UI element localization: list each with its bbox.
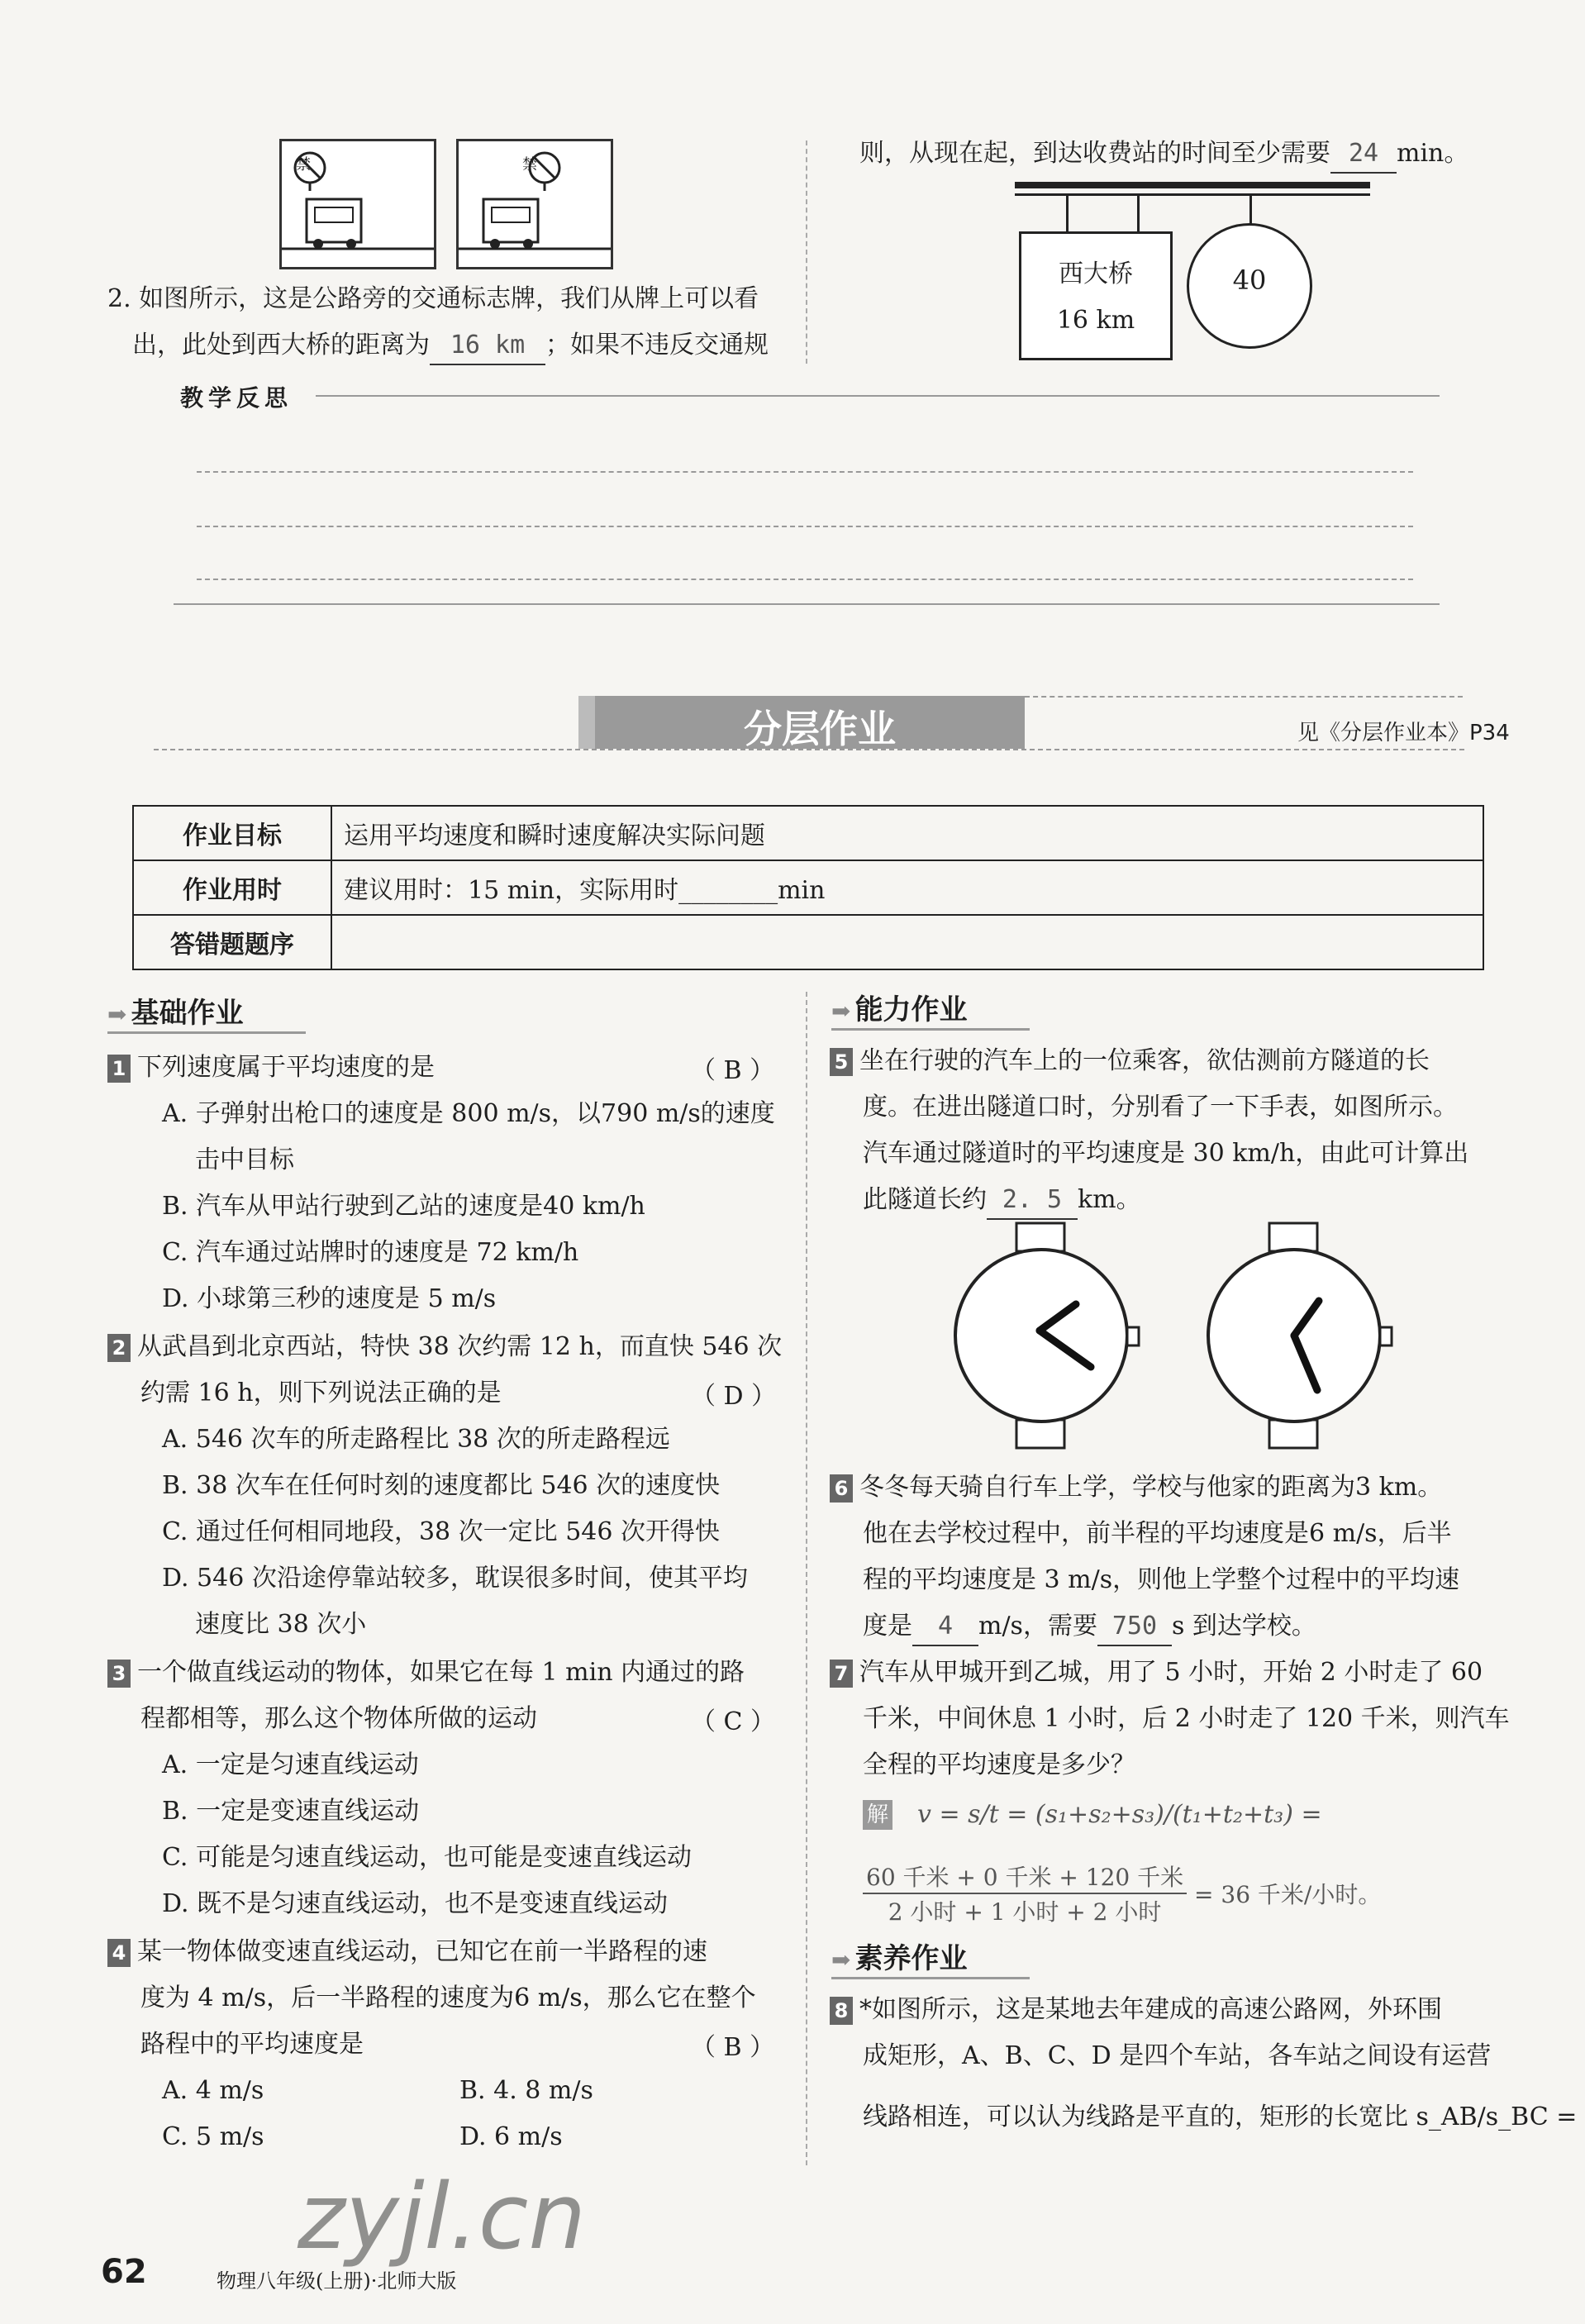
reflection-rule-bottom (174, 603, 1440, 605)
q2-answer: （ D ） (691, 1382, 777, 1411)
q7-line1 (830, 1655, 1483, 1691)
q2-option-b: B. 38 次车在任何时刻的速度都比 546 次的速度快 (162, 1471, 721, 1500)
q-text: 一个做直线运动的物体，如果它在每 1 min 内通过的路 (137, 1658, 745, 1687)
q3-answer: （ C ） (691, 1707, 776, 1736)
q2-line2-a: 出，此处到西大桥的距离为 (132, 331, 430, 360)
traffic-sign-bar (1015, 182, 1370, 188)
q-number: 2 (107, 1334, 131, 1362)
reflection-line (197, 526, 1413, 527)
q6-answer-time: 750 (1097, 1608, 1172, 1646)
q2-line1: 2. 如图所示，这是公路旁的交通标志牌，我们从牌上可以看 (107, 284, 759, 313)
q6-answer-speed: 4 (912, 1608, 978, 1646)
q1-option-c: C. 汽车通过站牌时的速度是 72 km/h (162, 1238, 579, 1267)
table-value[interactable] (331, 915, 1483, 969)
watch-figures (934, 1215, 1397, 1463)
section-title: 素养作业 (854, 1942, 968, 1975)
q5-line2: 度。在进出隧道口时，分别看了一下手表，如图所示。 (863, 1093, 1458, 1122)
column-divider (806, 140, 807, 364)
table-label: 答错题题序 (133, 915, 331, 969)
no-horn-label-1: 禁 (296, 156, 311, 174)
q8-line3: 线路相连，可以认为线路是平直的，矩形的长宽比 s_AB/s_BC = (863, 2103, 1578, 2131)
arrow-icon: ➡ (831, 998, 851, 1025)
q3-option-d: D. 既不是匀速直线运动，也不是变速直线运动 (162, 1889, 669, 1918)
reflection-title: 教学反思 (180, 384, 293, 412)
sign-post-right (1137, 195, 1140, 231)
q2-answer-time: 24 (1330, 136, 1397, 174)
q2-option-d-cont: 速度比 38 次小 (195, 1610, 367, 1639)
q3-option-a: A. 一定是匀速直线运动 (162, 1750, 419, 1779)
q4-option-a: A. 4 m/s (162, 2076, 264, 2105)
page-number: 62 (101, 2253, 147, 2291)
q8-line1 (830, 1992, 1442, 2028)
sign-post-speed (1249, 195, 1252, 225)
q2-stem (107, 1329, 782, 1365)
q5-line4-b: km。 (1078, 1185, 1141, 1214)
q2-option-d: D. 546 次沿途停靠站较多，耽误很多时间，使其平均 (162, 1564, 748, 1593)
watch-strap-bottom (1269, 1420, 1317, 1448)
no-horn-label-2: 禁 (522, 156, 537, 174)
section-head-literacy (831, 1936, 1030, 1979)
q-text: 从武昌到北京西站，特快 38 次约需 12 h，而直快 546 次 (137, 1332, 783, 1361)
q-text: 汽车从甲城开到乙城，用了 5 小时，开始 2 小时走了 60 (859, 1658, 1483, 1687)
section-head-basic (107, 990, 306, 1034)
q1-stem (107, 1050, 435, 1086)
column-divider (806, 992, 807, 2165)
fraction-result: = 36 千米/小时。 (1194, 1881, 1382, 1908)
watch-crown (1380, 1327, 1392, 1345)
table-value: 运用平均速度和瞬时速度解决实际问题 (331, 806, 1483, 860)
section-title: 能力作业 (854, 993, 968, 1026)
distance-sign-name: 西大桥 (1059, 260, 1133, 288)
fraction-den-text: 2 小时 + 1 小时 + 2 小时 (888, 1898, 1162, 1926)
watch-strap-bottom (1016, 1420, 1064, 1448)
q-text: 冬冬每天骑自行车上学，学校与他家的距离为3 km。 (859, 1473, 1443, 1502)
q-text: 坐在行驶的汽车上的一位乘客，欲估测前方隧道的长 (859, 1046, 1430, 1075)
table-row (133, 860, 1483, 915)
q4-stem-cont2: 路程中的平均速度是 (140, 2030, 364, 2059)
banner-accent (578, 696, 595, 749)
q2-answer-distance: 16 km (430, 327, 545, 365)
fraction-num-text: 60 千米 + 0 千米 + 120 千米 (863, 1860, 1187, 1894)
q7-formula-2 (863, 1860, 1381, 1927)
q8-line2: 成矩形，A、B、C、D 是四个车站，各车站之间设有运营 (863, 2041, 1492, 2070)
q-text: 某一物体做变速直线运动，已知它在前一半路程的速 (137, 1937, 707, 1966)
distance-sign (1019, 231, 1173, 360)
watch-strap-top (1269, 1223, 1317, 1251)
arrow-icon: ➡ (107, 1001, 127, 1028)
table-row (133, 915, 1483, 969)
section-head-ability (831, 987, 1030, 1031)
distance-sign-value: 16 km (1056, 306, 1135, 335)
homework-table (132, 805, 1484, 970)
q6-line4-a: 度是 (863, 1612, 912, 1641)
table-label: 作业目标 (133, 806, 331, 860)
q-number: 4 (107, 1939, 131, 1967)
q3-option-c: C. 可能是匀速直线运动，也可能是变速直线运动 (162, 1843, 692, 1872)
q6-line4-b: m/s，需要 (978, 1612, 1097, 1641)
q2-option-c: C. 通过任何相同地段，38 次一定比 546 次开得快 (162, 1517, 720, 1546)
banner-reference: 见《分层作业本》P34 (1297, 721, 1510, 745)
q1-option-d: D. 小球第三秒的速度是 5 m/s (162, 1284, 497, 1313)
table-row (133, 806, 1483, 860)
q2-option-a: A. 546 次车的所走路程比 38 次的所走路程远 (162, 1425, 670, 1454)
q2-line3-b: min。 (1397, 139, 1469, 168)
watch-crown (1127, 1327, 1139, 1345)
fraction-numerator (863, 1860, 1187, 1927)
q7-line2: 千米，中间休息 1 小时，后 2 小时走了 120 千米，则汽车 (863, 1704, 1510, 1733)
arrow-icon: ➡ (831, 1946, 851, 1974)
q4-stem-cont: 度为 4 m/s，后一半路程的速度为6 m/s，那么它在整个 (140, 1983, 756, 2012)
q1-option-a-cont: 击中目标 (195, 1145, 294, 1174)
q6-line1 (830, 1469, 1442, 1506)
q2-line2 (132, 327, 769, 365)
q2-line3-a: 则，从现在起，到达收费站的时间至少需要 (859, 139, 1330, 168)
table-label: 作业用时 (133, 860, 331, 915)
q4-answer: （ B ） (691, 2033, 775, 2062)
q2-line3 (859, 136, 1468, 174)
q-number: 5 (830, 1048, 853, 1076)
q6-line2: 他在去学校过程中，前半程的平均速度是6 m/s，后半 (863, 1519, 1452, 1548)
q5-line3: 汽车通过隧道时的平均速度是 30 km/h，由此可计算出 (863, 1139, 1469, 1168)
watermark: zyjl.cn (297, 2164, 587, 2269)
reflection-line (197, 471, 1413, 473)
q3-stem (107, 1655, 745, 1691)
banner-rule-right (1025, 696, 1463, 698)
reflection-rule-top (316, 395, 1440, 397)
reflection-line (197, 579, 1413, 580)
q4-option-b: B. 4. 8 m/s (459, 2076, 593, 2105)
sign-post-left (1066, 195, 1069, 231)
q6-line4-c: s 到达学校。 (1171, 1612, 1316, 1641)
q6-line4 (863, 1608, 1316, 1646)
q5-answer: 2. 5 (987, 1182, 1078, 1220)
q2-line2-b: ；如果不违反交通规 (545, 331, 769, 360)
q-text: 下列速度属于平均速度的是 (137, 1053, 435, 1082)
watch-strap-top (1016, 1223, 1064, 1251)
q1-answer: （ B ） (691, 1056, 775, 1085)
q7-line3: 全程的平均速度是多少？ (863, 1750, 1135, 1779)
speed-limit-value: 40 (1232, 264, 1267, 296)
banner-title: 分层作业 (744, 707, 896, 751)
q5-line1 (830, 1043, 1430, 1079)
q-number: 6 (830, 1474, 853, 1503)
q4-option-d: D. 6 m/s (459, 2122, 563, 2151)
section-title: 基础作业 (131, 997, 244, 1030)
q-number: 8 (830, 1997, 853, 2025)
q6-line3: 程的平均速度是 3 m/s，则他上学整个过程中的平均速 (863, 1565, 1460, 1594)
q1-option-b: B. 汽车从甲站行驶到乙站的速度是40 km/h (162, 1192, 645, 1221)
q5-line4-a: 此隧道长约 (863, 1185, 987, 1214)
q-number: 7 (830, 1660, 853, 1688)
q7-formula-1: v = s/t = (s₁+s₂+s₃)/(t₁+t₂+t₃) = (917, 1800, 1322, 1829)
q4-option-c: C. 5 m/s (162, 2122, 264, 2151)
q1-option-a: A. 子弹射出枪口的速度是 800 m/s，以790 m/s的速度 (162, 1099, 775, 1128)
q2-stem-cont: 约需 16 h，则下列说法正确的是 (140, 1379, 502, 1407)
q4-stem (107, 1934, 707, 1970)
q-number: 3 (107, 1660, 131, 1688)
table-value[interactable]: 建议用时：15 min，实际用时________min (331, 860, 1483, 915)
q3-stem-cont: 程都相等，那么这个物体所做的运动 (140, 1704, 537, 1733)
q-number: 1 (107, 1055, 131, 1083)
book-title: 物理八年级(上册)·北师大版 (217, 2269, 457, 2293)
solution-tag: 解 (863, 1800, 892, 1830)
q-text: *如图所示，这是某地去年建成的高速公路网，外环围 (859, 1995, 1442, 2024)
q3-option-b: B. 一定是变速直线运动 (162, 1797, 420, 1826)
